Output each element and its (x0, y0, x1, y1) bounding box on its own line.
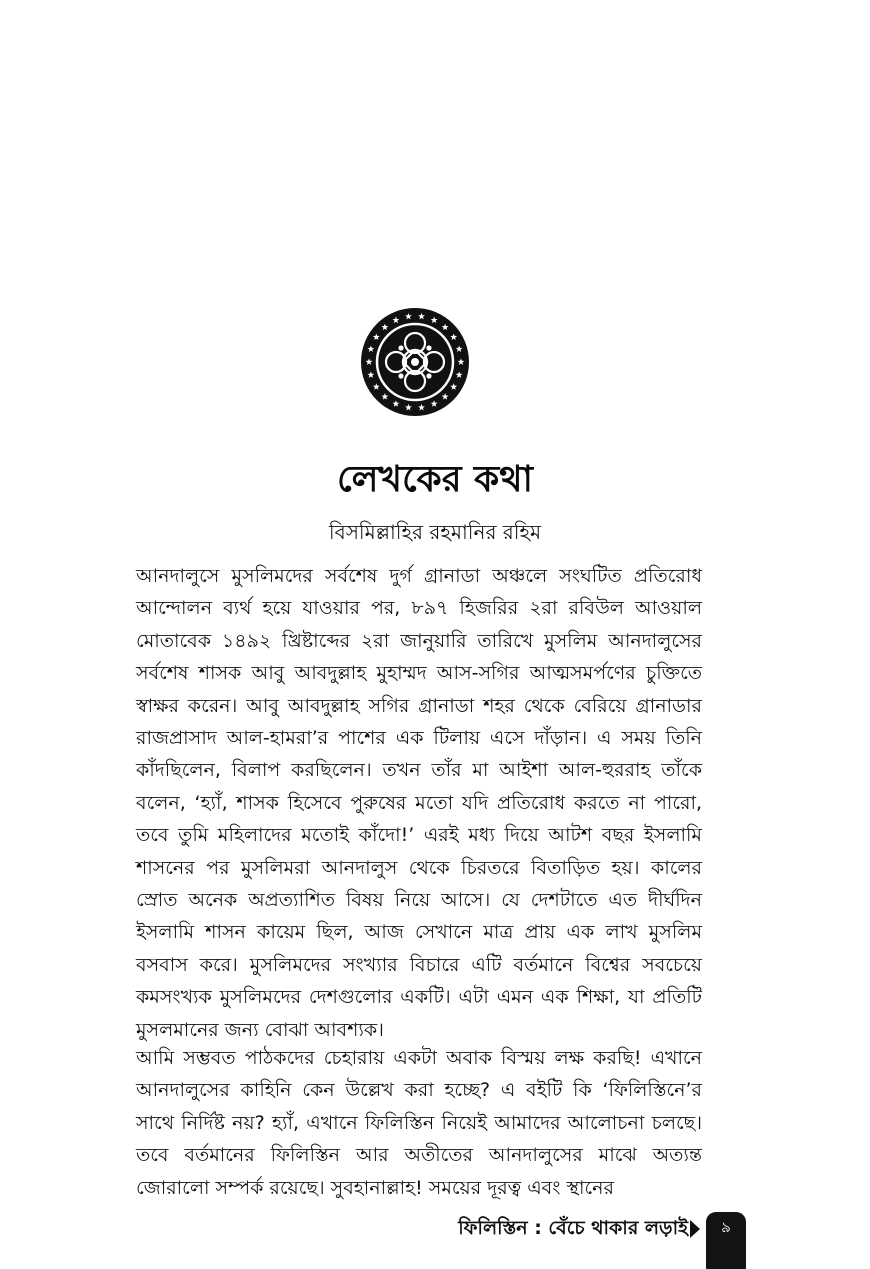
page-number-tab (706, 1212, 746, 1269)
body-paragraph-2: আমি সম্ভবত পাঠকদের চেহারায় একটা অবাক বিস্ময় লক্ষ করছি! এখানে আনদালুসের কাহিনি কেন উল্লেখ করা হচ্ছে? এ বইটি কি ‘ফিলিস্তিনে’র সাথে নির্দিষ্ট নয়? হ্যাঁ, এখানে ফিলিস্তিন নিয়েই আমাদের আলোচনা চলছে। তবে বর্তমানের ফিলিস্তিন আর অতীতের আনদালুসের মাঝে অত্যন্ত জোরালো সম্পর্ক রয়েছে। সুবহানাল্লাহ! সময়ের দূরত্ব এবং স্থানের (136, 1047, 702, 1199)
page-title: লেখকের কথা (337, 459, 533, 500)
page-number: ৯ (721, 1218, 731, 1236)
footer-book-title: ফিলিস্তিন : বেঁচে থাকার লড়াই (458, 1217, 688, 1239)
star-ring-floral-emblem-icon (360, 305, 470, 420)
bismillah-line: বিসমিল্লাহির রহমানির রহিম (328, 520, 542, 544)
triangle-right-icon (690, 1220, 700, 1238)
body-paragraph-1: আনদালুসে মুসলিমদের সর্বশেষ দুর্গ গ্রানাডা অঞ্চলে সংঘটিত প্রতিরোধ আন্দোলন ব্যর্থ হয়ে যাওয়ার পর, ৮৯৭ হিজরির ২রা রবিউল আওয়াল মোতাবেক ১৪৯২ খ্রিষ্টাব্দের ২রা জানুয়ারি তারিখে মুসলিম আনদালুসের সর্বশেষ শাসক আবু আবদুল্লাহ মুহাম্মদ আস-সগির আত্মসমর্পণের চুক্তিতে স্বাক্ষর করেন। আবু আবদুল্লাহ সগির গ্রানাডা শহর থেকে বেরিয়ে গ্রানাডার রাজপ্রাসাদ আল-হামরা’র পাশের এক টিলায় এসে দাঁড়ান। এ সময় তিনি কাঁদছিলেন, বিলাপ করছিলেন। তখন তাঁর মা আইশা আল-হুররাহ তাঁকে বলেন, ‘হ্যাঁ, শাসক হিসেবে পুরুষের মতো যদি প্রতিরোধ করতে না পারো, তবে তুমি মহিলাদের মতোই কাঁদো!’ এরই মধ্য দিয়ে আটশ বছর ইসলামি শাসনের পর মুসলিমরা আনদালুস থেকে চিরতরে বিতাড়িত হয়। কালের স্রোত অনেক অপ্রত্যাশিত বিষয় নিয়ে আসে। যে দেশটাতে এত দীর্ঘদিন ইসলামি শাসন কায়েম ছিল, আজ সেখানে মাত্র প্রায় এক লাখ মুসলিম বসবাস করে। মুসলিমদের সংখ্যার বিচারে এটি বর্তমানে বিশ্বের সবচেয়ে কমসংখ্যক মুসলিমদের দেশগুলোর একটি। এটা এমন এক শিক্ষা, যা প্রতিটি মুসলমানের জন্য বোঝা আবশ্যক। (136, 565, 702, 1041)
